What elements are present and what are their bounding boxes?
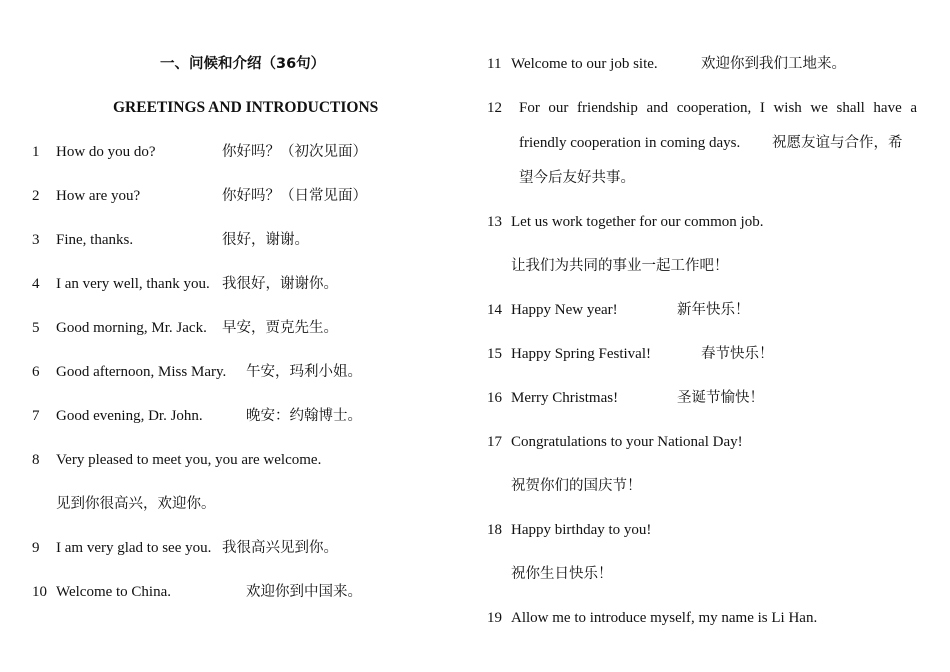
item-chinese: 你好吗？（初次见面） xyxy=(222,144,367,160)
item-english: Fine, thanks. xyxy=(56,232,134,248)
item-chinese: 我很好，谢谢你。 xyxy=(222,276,338,292)
item-chinese: 欢迎你到中国来。 xyxy=(246,584,362,600)
item-chinese: 祝你生日快乐！ xyxy=(511,566,613,582)
item-number: 1 xyxy=(32,144,40,160)
item-english: How do you do? xyxy=(56,144,156,160)
item-chinese: 午安，玛利小姐。 xyxy=(246,364,362,380)
item-number: 16 xyxy=(487,390,502,406)
item-chinese: 很好，谢谢。 xyxy=(222,232,309,248)
item-english: Welcome to our job site. xyxy=(511,56,658,72)
item-chinese: 欢迎你到我们工地来。 xyxy=(701,56,846,72)
item-number: 8 xyxy=(32,452,40,468)
item-english: Welcome to China. xyxy=(56,584,172,600)
item-number: 15 xyxy=(487,346,502,362)
item-chinese: 让我们为共同的事业一起工作吧！ xyxy=(511,258,729,274)
item-english: Happy Spring Festival! xyxy=(511,346,651,362)
item-english: Good afternoon, Miss Mary. xyxy=(56,364,227,380)
item-english: Let us work together for our common job. xyxy=(511,214,764,230)
item-english: I am very glad to see you. xyxy=(56,540,212,556)
item-number: 17 xyxy=(487,434,502,450)
item-number: 2 xyxy=(32,188,40,204)
item-number: 4 xyxy=(32,276,40,292)
item-number: 18 xyxy=(487,522,502,538)
item-chinese: 春节快乐！ xyxy=(701,346,774,362)
item-english: Merry Christmas! xyxy=(511,390,619,406)
item-english: Good evening, Dr. John. xyxy=(56,408,203,424)
item-chinese: 圣诞节愉快！ xyxy=(677,390,764,406)
item-number: 14 xyxy=(487,302,502,318)
item-chinese: 你好吗？（日常见面） xyxy=(222,188,367,204)
item-number: 13 xyxy=(487,214,502,230)
item-number: 9 xyxy=(32,540,40,556)
item-number: 5 xyxy=(32,320,40,336)
item-number: 11 xyxy=(487,56,502,72)
item-chinese: 我很高兴见到你。 xyxy=(222,540,338,556)
item-number: 10 xyxy=(32,584,47,600)
item-english: Very pleased to meet you, you are welcome. xyxy=(56,452,322,468)
item-number: 12 xyxy=(487,100,502,116)
item-english: For our friendship and cooperation, I wish we shall have a xyxy=(519,100,917,116)
item-chinese: 早安，贾克先生。 xyxy=(222,320,338,336)
item-english: I an very well, thank you. xyxy=(56,276,210,292)
item-number: 7 xyxy=(32,408,40,424)
item-english: Happy New year! xyxy=(511,302,618,318)
section-title-chinese: 一、问候和介绍（36句） xyxy=(160,56,326,72)
item-chinese-continued: 望今后友好共事。 xyxy=(519,170,635,186)
item-number: 3 xyxy=(32,232,40,248)
item-english-continued: friendly cooperation in coming days. xyxy=(519,135,741,151)
item-english: Congratulations to your National Day! xyxy=(511,434,743,450)
item-chinese: 新年快乐！ xyxy=(677,302,750,318)
item-chinese: 晚安：约翰博士。 xyxy=(246,408,362,424)
item-number: 6 xyxy=(32,364,40,380)
item-chinese: 祝贺你们的国庆节！ xyxy=(511,478,642,494)
item-english: How are you? xyxy=(56,188,141,204)
item-english: Good morning, Mr. Jack. xyxy=(56,320,207,336)
item-english: Happy birthday to you! xyxy=(511,522,652,538)
item-chinese: 祝愿友谊与合作，希 xyxy=(772,135,903,151)
section-title-english: GREETINGS AND INTRODUCTIONS xyxy=(113,99,379,116)
item-chinese: 见到你很高兴，欢迎你。 xyxy=(56,496,216,512)
item-english: Allow me to introduce myself, my name is Li Han. xyxy=(511,610,818,626)
item-number: 19 xyxy=(487,610,502,626)
